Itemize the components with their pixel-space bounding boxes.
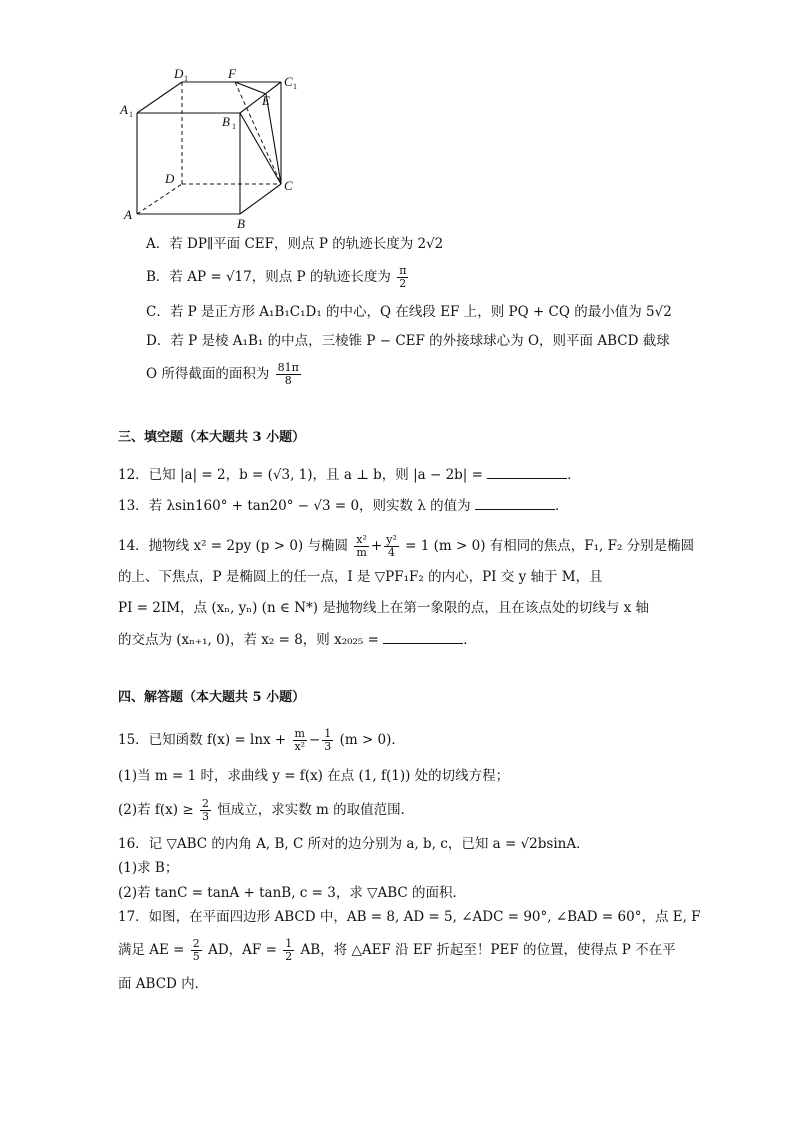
- q17-frac-ae-num: 2: [192, 937, 200, 950]
- section4-heading: 四、解答题（本大题共 5 小题）: [118, 690, 306, 705]
- question-12-text: 12．已知 |a| = 2，b = (√3, 1)，且 a ⊥ b，则 |a − 2b| =: [118, 467, 483, 483]
- question-16-part1: (1)求 B；: [118, 860, 179, 876]
- edge-a1d1: [137, 82, 182, 113]
- option-b-text: B．若 AP = √17，则点 P 的轨迹长度为: [146, 269, 391, 285]
- question-13: 13．若 λsin160° + tan20° − √3 = 0，则实数 λ 的值为 ．: [118, 498, 569, 514]
- option-d-den: 8: [284, 374, 292, 387]
- q15-frac-third-num: 1: [324, 727, 332, 740]
- q15-frac-m-den: x²: [294, 740, 306, 753]
- label-a1: A: [120, 102, 128, 117]
- edge-ad: [137, 184, 182, 214]
- question-17-text-a: 满足 AE =: [118, 942, 185, 958]
- question-15-text-a: 15．已知函数 f(x) = lnx +: [118, 732, 287, 748]
- q17-frac-ae: [191, 938, 202, 963]
- label-a1-sub: 1: [129, 110, 133, 119]
- question-14-line1: [118, 534, 694, 559]
- q17-frac-af-den: 2: [285, 950, 293, 963]
- question-12: 12．已知 |a| = 2，b = (√3, 1)，且 a ⊥ b，则 |a − 2b| = ．: [118, 467, 581, 483]
- question-14-line4: 的交点为 (xₙ₊₁, 0)，若 x₂ = 8，则 x₂₀₂₅ = ．: [118, 632, 477, 648]
- label-f: F: [228, 66, 236, 81]
- option-b-fraction: [397, 265, 408, 290]
- label-c1: C: [284, 74, 293, 89]
- option-b-num: π: [399, 264, 407, 277]
- label-c: C: [284, 178, 293, 193]
- q15-2-frac-den: 3: [201, 810, 209, 823]
- option-d-fraction: [276, 362, 301, 387]
- label-c1-sub: 1: [293, 82, 297, 91]
- question-17-line3: 面 ABCD 内．: [118, 976, 209, 992]
- answer-blank-12[interactable]: [487, 466, 567, 479]
- question-15: [118, 728, 405, 753]
- option-a: A．若 DP∥平面 CEF，则点 P 的轨迹长度为 2√2: [146, 236, 444, 252]
- label-a: A: [124, 207, 132, 222]
- q15-frac-third-den: 3: [324, 740, 332, 753]
- option-c: C．若 P 是正方形 A₁B₁C₁D₁ 的中心，Q 在线段 EF 上，则 PQ + CQ 的最小值为 5√2: [146, 304, 672, 320]
- option-b-den: 2: [399, 277, 407, 290]
- question-14-text-a: 14．抛物线 x² = 2py (p > 0) 与椭圆: [118, 538, 348, 554]
- option-d-line2: [146, 362, 303, 387]
- ellipse-frac-y: [384, 534, 399, 559]
- edge-fc: [235, 82, 281, 184]
- label-b1-sub: 1: [232, 122, 236, 131]
- label-e: E: [262, 93, 270, 108]
- q17-frac-af-num: 1: [285, 937, 293, 950]
- question-16: 16．记 ▽ABC 的内角 A, B, C 所对的边分别为 a, b, c，已知 a = √2bsinA．: [118, 836, 590, 852]
- question-16-part2: (2)若 tanC = tanA + tanB, c = 3，求 ▽ABC 的面积．: [118, 885, 467, 901]
- question-15-text-b: (m > 0)．: [339, 732, 405, 748]
- option-d-num: 81π: [277, 361, 299, 374]
- question-14-text-b: = 1 (m > 0) 有相同的焦点，F₁, F₂ 分别是椭圆: [405, 538, 695, 554]
- ellipse-plus: +: [370, 538, 383, 554]
- question-15-part2-a: (2)若 f(x) ≥: [118, 802, 194, 818]
- edge-bc: [240, 184, 281, 214]
- section3-heading: 三、填空题（本大题共 3 小题）: [118, 430, 306, 445]
- label-d1-sub: 1: [184, 74, 188, 83]
- q15-2-frac-num: 2: [201, 797, 209, 810]
- ellipse-frac-x-den: m: [356, 546, 367, 559]
- q17-frac-af: [283, 938, 294, 963]
- question-15-part2: [118, 798, 414, 823]
- question-17-text-c: AB，将 △AEF 沿 EF 折起至！PEF 的位置，使得点 P 不在平: [300, 942, 676, 958]
- question-17-text-b: AD，AF =: [208, 942, 277, 958]
- question-17-line1: 17．如图，在平面四边形 ABCD 中，AB = 8, AD = 5, ∠ADC = 90°, ∠BAD = 60°，点 E, F: [118, 909, 701, 925]
- question-14-line3: PI = 2IM，点 (xₙ, yₙ) (n ∈ N*) 是抛物线上在第一象限的点，且在该点处的切线与 x 轴: [118, 600, 650, 616]
- ellipse-frac-x: [354, 534, 369, 559]
- label-d: D: [165, 171, 175, 186]
- q15-2-frac: [200, 798, 211, 823]
- label-d1: D: [174, 66, 184, 81]
- ellipse-frac-y-den: 4: [388, 546, 396, 559]
- answer-blank-13[interactable]: [475, 497, 555, 510]
- q15-frac-third: [322, 728, 333, 753]
- option-d-text: O 所得截面的面积为: [146, 366, 270, 382]
- question-13-text: 13．若 λsin160° + tan20° − √3 = 0，则实数 λ 的值为: [118, 498, 471, 514]
- question-15-part1: (1)当 m = 1 时，求曲线 y = f(x) 在点 (1, f(1)) 处的切线方程；: [118, 768, 510, 784]
- cube-figure: [110, 62, 310, 232]
- ellipse-frac-y-num: y²: [386, 533, 397, 546]
- label-b1: B: [222, 114, 230, 129]
- q15-frac-m-num: m: [294, 727, 305, 740]
- question-15-part2-b: 恒成立，求实数 m 的取值范围．: [217, 802, 415, 818]
- ellipse-frac-x-num: x²: [356, 533, 367, 546]
- q15-minus: −: [308, 732, 321, 748]
- option-b: [146, 265, 410, 290]
- q17-frac-ae-den: 5: [192, 950, 200, 963]
- question-17-line2: [118, 938, 676, 963]
- label-b: B: [237, 216, 245, 231]
- question-14-text-d: 的交点为 (xₙ₊₁, 0)，若 x₂ = 8，则 x₂₀₂₅ =: [118, 632, 379, 648]
- q15-frac-m: [293, 728, 307, 753]
- option-d-line1: D．若 P 是棱 A₁B₁ 的中点，三棱锥 P − CEF 的外接球球心为 O，则平面 ABCD 截球: [146, 333, 670, 349]
- question-14-line2: 的上、下焦点，P 是椭圆上的任一点，I 是 ▽PF₁F₂ 的内心，PI 交 y 轴于 M，且: [118, 569, 603, 585]
- answer-blank-14[interactable]: [383, 631, 463, 644]
